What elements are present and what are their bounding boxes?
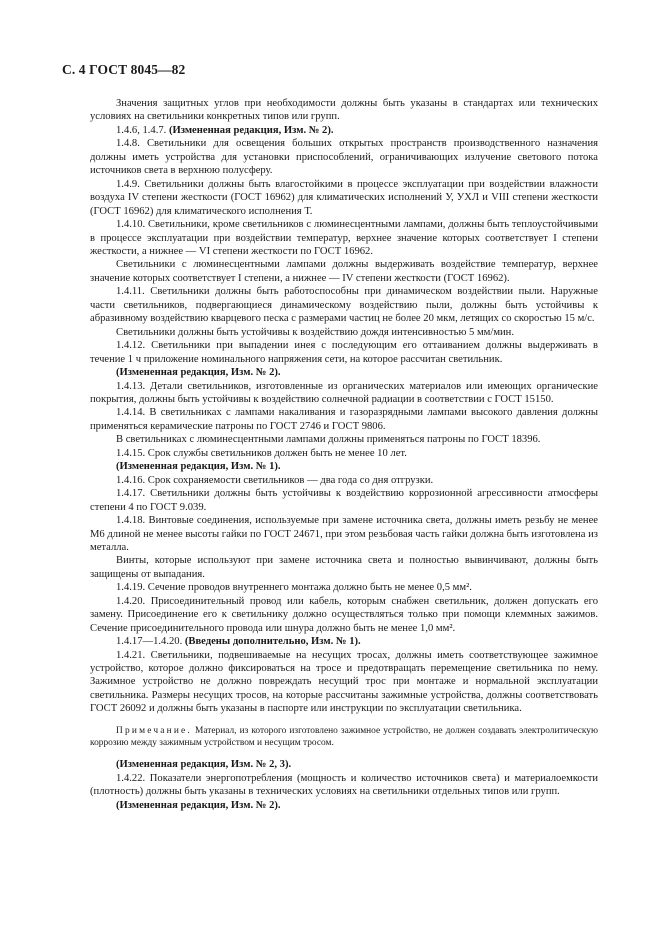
paragraph-p14 [90, 447, 598, 460]
paragraph-p13 [90, 433, 598, 446]
paragraph-text: 1.4.20. Присоединительный провод или кабель, которым снабжен светильник, должен допускать его замену. Присоединение его к светильнику должно осуществляться только при помощи клеммных зажимов. Сечение присоединительного провода или шнура должно быть не менее 1,0 мм². [90, 595, 598, 634]
paragraph-group-after-note [90, 758, 598, 812]
paragraph-p18 [90, 514, 598, 554]
paragraph-p17 [90, 487, 598, 514]
paragraph-text: 1.4.22. Показатели энергопотребления (мощность и количество источников света) и материалоемкости (плотность) должны быть указаны в технических условиях на светильники отдельных типов или групп. [90, 772, 598, 798]
paragraph-text: 1.4.15. Срок службы светильников должен быть не менее 10 лет. [116, 447, 407, 459]
paragraph-text: Светильники с люминесцентными лампами должны выдерживать воздействие температур, верхнее значение которых соответствует I степени, а нижнее — IV степени жесткости (ГОСТ 16962). [90, 259, 598, 284]
paragraph-text: Светильники должны быть устойчивы к воздействию дождя интенсивностью 5 мм/мин. [116, 326, 515, 338]
paragraph-p20 [90, 581, 598, 594]
paragraph-p21 [90, 595, 598, 635]
paragraph-group-main [90, 97, 598, 716]
paragraph-p16 [90, 474, 598, 487]
paragraph-text: 1.4.11. Светильники должны быть работоспособны при динамическом воздействии пыли. Наружные части светильников, подвергающиеся динамическому воздействию пыли, должны быть устойчивы к абразивному воздействию кварцевого песка с размерами частиц не более 20 мкм, летящих со скоростью 15 м/с. [90, 286, 598, 325]
note-text: Материал, из которого изготовлено зажимное устройство, не должен создавать электролитическую коррозию между зажимным устройством и несущим тросом. [90, 725, 598, 749]
document-body [90, 97, 598, 812]
paragraph-text: 1.4.13. Детали светильников, изготовленные из органических материалов или имеющих органические покрытия, должны быть устойчивы к воздействию солнечной радиации в соответствии с ГОСТ 15150. [90, 380, 598, 405]
paragraph-p8 [90, 326, 598, 339]
paragraph-p26 [90, 799, 598, 812]
paragraph-text: Винты, которые используют при замене источника света и полностью вывинчивают, должны быть защищены от выпадания. [90, 555, 598, 580]
paragraph-p25 [90, 772, 598, 799]
note-paragraph [90, 725, 598, 749]
paragraph-text: 1.4.17. Светильники должны быть устойчивы к воздействию коррозионной агрессивности атмосферы степени 4 по ГОСТ 9.039. [90, 488, 598, 513]
paragraph-p23 [90, 649, 598, 716]
paragraph-p1 [90, 97, 598, 124]
paragraph-text: 1.4.6, 1.4.7. [116, 124, 169, 136]
paragraph-p6 [90, 258, 598, 285]
paragraph-p9 [90, 339, 598, 366]
paragraph-text: 1.4.14. В светильниках с лампами накаливания и газоразрядными лампами высокого давления должны применяться керамические патроны по ГОСТ 2746 и ГОСТ 9806. [90, 407, 598, 432]
amendment-note: (Измененная редакция, Изм. № 2, 3). [116, 759, 292, 771]
paragraph-p12 [90, 406, 598, 433]
paragraph-text: В светильниках с люминесцентными лампами должны применяться патроны по ГОСТ 18396. [116, 434, 541, 446]
paragraph-p15 [90, 460, 598, 473]
amendment-note: (Измененная редакция, Изм. № 1). [116, 461, 281, 473]
paragraph-text: 1.4.10. Светильники, кроме светильников с люминесцентными лампами, должны быть теплоустойчивыми в процессе эксплуатации при воздействии температур, верхнее значение которых соответствует I степени жесткости, а нижнее — VI степени жесткости по ГОСТ 16962. [90, 219, 598, 257]
paragraph-text: 1.4.19. Сечение проводов внутреннего монтажа должно быть не менее 0,5 мм². [116, 582, 472, 594]
amendment-note: (Измененная редакция, Изм. № 2). [168, 124, 334, 136]
paragraph-p19 [90, 554, 598, 581]
paragraph-p2 [90, 124, 598, 137]
paragraph-p24 [90, 758, 598, 771]
paragraph-text: 1.4.8. Светильники для освещения больших открытых пространств производственного назначения должны иметь устройства для установки приспособлений, ограничивающих излучение светового потока источников света в верхнюю полусферу. [90, 138, 598, 177]
paragraph-text: 1.4.12. Светильники при выпадении инея с последующим его оттаиванием должны выдерживать в течение 1 ч приложение номинального напряжения сети, на которое рассчитан светильник. [90, 340, 598, 365]
amendment-note: (Измененная редакция, Изм. № 2). [116, 367, 281, 379]
paragraph-text: 1.4.17—1.4.20. [116, 636, 185, 648]
paragraph-p4 [90, 178, 598, 218]
paragraph-p22 [90, 635, 598, 648]
note-label: Примечание. [116, 725, 192, 736]
paragraph-p5 [90, 218, 598, 258]
paragraph-text: 1.4.9. Светильники должны быть влагостойкими в процессе эксплуатации при воздействии влажности воздуха IV степени жесткости (ГОСТ 16962) для климатических исполнений У, УХЛ и VIII степени жесткости (ГОСТ 16962) для климатического исполнения Т. [90, 178, 598, 217]
amendment-note: (Введены дополнительно, Изм. № 1). [184, 636, 361, 648]
paragraph-p10 [90, 366, 598, 379]
paragraph-p3 [90, 137, 598, 177]
paragraph-text: 1.4.21. Светильники, подвешиваемые на несущих тросах, должны иметь соответствующее зажимное устройство, которое должно фиксироваться на тросе и предотвращать перемещение светильника по нему. Зажимное устройство не должно повреждать несущий трос при монтаже и нормальной эксплуатации светильника. Размеры несущих тросов, на которые рассчитаны зажимные устройства, должны соответствовать ГОСТ 26092 и должны быть указаны в паспорте или инструкции по эксплуатации светильника. [90, 649, 598, 715]
amendment-note: (Измененная редакция, Изм. № 2). [116, 799, 281, 811]
paragraph-text: 1.4.16. Срок сохраняемости светильников — два года со дня отгрузки. [116, 474, 434, 486]
paragraph-p7 [90, 285, 598, 325]
page-header: С. 4 ГОСТ 8045—82 [62, 62, 186, 77]
paragraph-text: Значения защитных углов при необходимости должны быть указаны в стандартах или технических условиях на светильники конкретных типов или групп. [90, 98, 598, 123]
paragraph-text: 1.4.18. Винтовые соединения, используемые при замене источника света, должны иметь резьбу не менее М6 длиной не менее высоты гайки по ГОСТ 24671, при этом резьбовая часть гайки должна быть изготовлена из металла. [90, 515, 598, 553]
paragraph-p11 [90, 380, 598, 407]
